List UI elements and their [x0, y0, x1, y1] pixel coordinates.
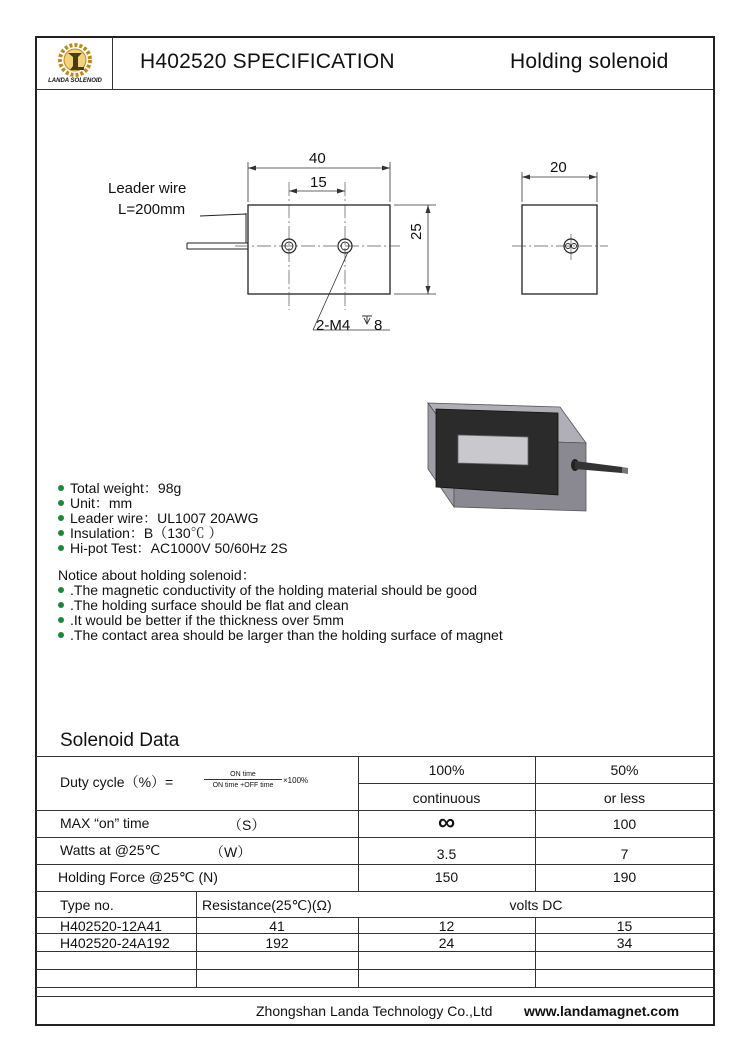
duty-sub2: or less: [603, 790, 646, 806]
max-on-col1: ∞: [437, 809, 456, 836]
bullet-icon: [58, 530, 64, 536]
duty-col1: 100%: [428, 762, 465, 778]
max-on-label: MAX “on” time: [60, 815, 150, 831]
resistance-cell: 41: [269, 918, 285, 934]
footer-website[interactable]: www.landamagnet.com: [524, 1003, 680, 1019]
thread-callout-label: 2-M4: [316, 317, 351, 334]
notice-section: [58, 568, 503, 643]
dimension-width-label: 40: [309, 150, 326, 167]
duty-sub1: continuous: [412, 790, 481, 806]
header-divider: [36, 89, 714, 90]
bullet-icon: [58, 515, 64, 521]
holding-force-col1: 150: [434, 869, 459, 885]
dimension-depth-label: 20: [550, 159, 567, 176]
resistance-cell: 192: [265, 935, 289, 951]
duty-formula-suffix: ×100%: [283, 776, 309, 785]
side-view-outline: [522, 205, 597, 294]
product-type: Holding solenoid: [510, 50, 669, 73]
type-cell: H402520-12A41: [60, 918, 162, 934]
leader-wire-length: L=200mm: [118, 201, 186, 218]
magnet-core: [458, 435, 528, 465]
bullet-icon: [58, 617, 64, 623]
volts-cell: 34: [616, 935, 633, 951]
duty-formula-denominator: ON time +OFF time: [212, 782, 274, 789]
depth-symbol-icon: [362, 316, 372, 324]
spec-item: Leader wire：UL1007 20AWG: [58, 511, 288, 526]
notice-item: .The holding surface should be flat and clean: [58, 598, 503, 613]
bullet-icon: [58, 500, 64, 506]
volts-cell: 12: [438, 918, 455, 934]
max-on-unit: （S）: [228, 817, 266, 833]
spec-item: Unit：mm: [58, 496, 288, 511]
bullet-icon: [58, 545, 64, 551]
front-view-outline: [248, 205, 390, 294]
holding-force-label: Holding Force @25℃ (N): [58, 869, 218, 885]
bullet-icon: [58, 632, 64, 638]
duty-col2: 50%: [610, 762, 639, 778]
volts-cell: 24: [438, 935, 455, 951]
bullet-icon: [58, 587, 64, 593]
max-on-col2: 100: [612, 816, 637, 832]
solenoid-data-heading: Solenoid Data: [60, 730, 180, 751]
document-title: H402520 SPECIFICATION: [140, 50, 395, 73]
notice-heading: Notice about holding solenoid：: [58, 567, 256, 583]
thread-depth-label: 8: [374, 317, 383, 334]
bullet-icon: [58, 602, 64, 608]
dimension-height-label: 25: [408, 223, 425, 240]
dimension-hole-spacing-label: 15: [310, 174, 327, 191]
leader-wire-pointer: [200, 214, 246, 216]
watts-col1: 3.5: [436, 846, 457, 862]
type-cell: H402520-24A192: [60, 935, 170, 951]
notice-item: .It would be better if the thickness over 5mm: [58, 613, 503, 628]
volts-header: volts DC: [509, 897, 563, 913]
resistance-header: Resistance(25℃)(Ω): [202, 897, 332, 913]
watts-col2: 7: [620, 846, 629, 862]
notice-item: .The contact area should be larger than the holding surface of magnet: [58, 628, 503, 643]
spec-list: [58, 481, 288, 556]
bullet-icon: [58, 485, 64, 491]
duty-formula-numerator: ON time: [204, 770, 282, 780]
notice-item: .The magnetic conductivity of the holding material should be good: [58, 583, 503, 598]
watts-unit: （W）: [210, 844, 252, 860]
holding-force-col2: 190: [612, 869, 637, 885]
product-3d-illustration: [410, 395, 640, 525]
footer-company: Zhongshan Landa Technology Co.,Ltd: [256, 1003, 493, 1019]
logo-divider: [112, 37, 113, 89]
logo-text: LANDA SOLENOID: [48, 78, 102, 84]
duty-cycle-label: Duty cycle（%）=: [60, 774, 174, 790]
type-header: Type no.: [60, 897, 114, 913]
leader-wire-label: Leader wire: [108, 180, 187, 197]
spec-item: Total weight：98g: [58, 481, 288, 496]
spec-item: Insulation：B（130℃ ）: [58, 526, 288, 541]
spec-item: Hi-pot Test：AC1000V 50/60Hz 2S: [58, 541, 288, 556]
watts-label: Watts at @25℃: [60, 842, 161, 858]
volts-cell: 15: [616, 918, 633, 934]
